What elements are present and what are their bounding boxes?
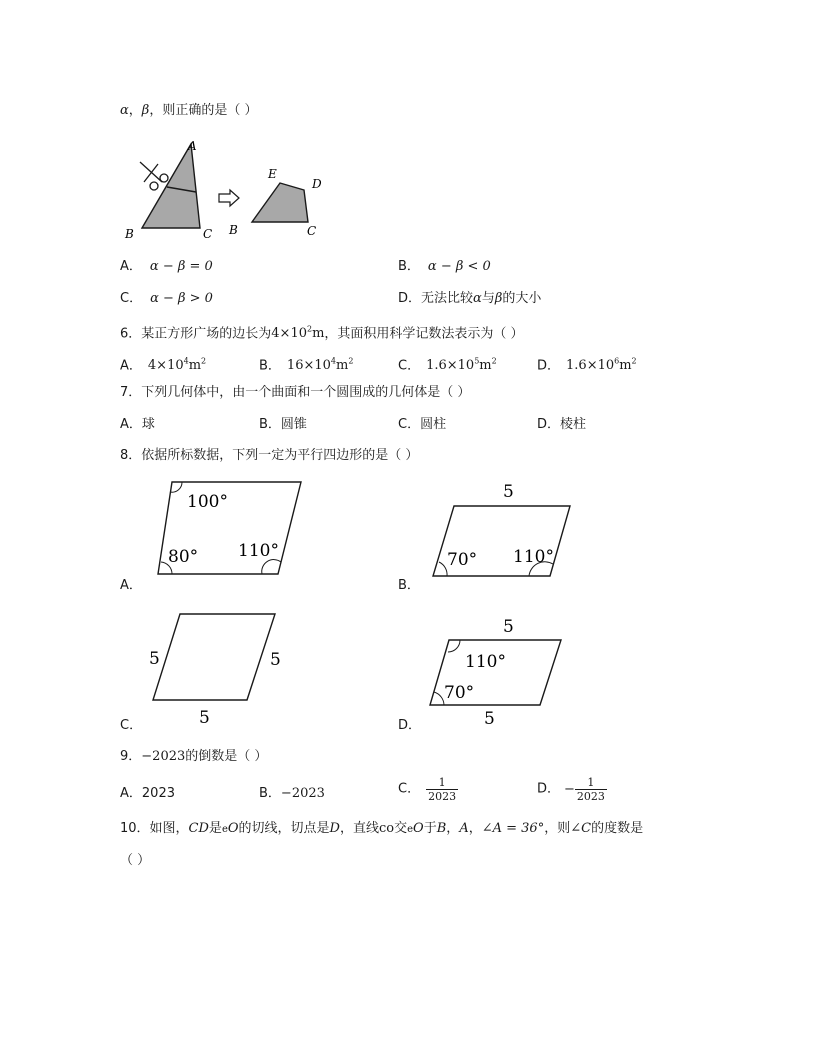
- q9-option-b[interactable]: B．−2023: [259, 786, 325, 801]
- angle-tl-label: 110°: [465, 652, 506, 672]
- q9-stem: 9．−2023的倒数是（ ）: [120, 749, 268, 764]
- angle-top-label: 100°: [187, 492, 228, 512]
- circle-symbol: e: [221, 824, 228, 835]
- label-b2: B: [229, 223, 238, 237]
- side-top-label: 5: [503, 482, 514, 502]
- q10-stem-line2: （ ）: [120, 853, 151, 868]
- q7-option-d[interactable]: D．棱柱: [537, 417, 587, 432]
- q7-stem: 7．下列几何体中，由一个曲面和一个圆围成的几何体是（ ）: [120, 385, 471, 400]
- circle-symbol: e: [407, 824, 414, 835]
- quadrilateral-edcb: [252, 183, 308, 222]
- alpha-symbol: α: [120, 103, 129, 118]
- q6-option-c[interactable]: C． $1.6\times 10^5m^2$: [398, 357, 497, 374]
- label-c: C: [203, 227, 213, 241]
- q8-option-b[interactable]: B．: [398, 578, 420, 593]
- q8-figure-a: [150, 474, 310, 584]
- q6-option-d[interactable]: D． $1.6\times 10^6m^2$: [537, 357, 637, 374]
- q8-figure-c: [145, 606, 295, 726]
- side-bottom-label: 5: [199, 708, 210, 726]
- beta-symbol: β: [141, 103, 150, 118]
- angle-bl-label: 70°: [444, 683, 475, 703]
- q8-option-a[interactable]: A．: [120, 578, 142, 593]
- side-bottom-label: 5: [484, 709, 495, 729]
- q7-option-b[interactable]: B．圆锥: [259, 417, 307, 432]
- q10-stem-line1: 10．如图，CD是eO的切线，切点是D，直线co交eO于B，A，∠A = 36°，则∠C的度数是: [120, 821, 644, 836]
- q6-stem: 6．某正方形广场的边长为$4\times 10^2m$，其面积用科学记数法表示为（ ）: [120, 325, 524, 342]
- q9-option-c[interactable]: C． $\frac{1}{2023}$: [398, 776, 457, 803]
- q6-option-a[interactable]: A． $4\times 10^4m^2$: [120, 357, 207, 374]
- angle-bl-label: 80°: [168, 547, 199, 567]
- q5-option-d[interactable]: D．无法比较α与β的大小: [398, 291, 542, 306]
- q8-stem: 8．依据所标数据，下列一定为平行四边形的是（ ）: [120, 448, 419, 463]
- label-b: B: [125, 227, 134, 241]
- q5-option-c[interactable]: C． α − β > 0: [120, 291, 213, 306]
- q8-figure-d: [422, 614, 572, 730]
- q5-stem: α，β，则正确的是（ ）: [120, 103, 258, 118]
- label-d: D: [312, 177, 322, 191]
- q8-option-d[interactable]: D．: [398, 718, 422, 733]
- label-a: A: [188, 139, 197, 153]
- side-left-label: 5: [149, 649, 160, 669]
- label-c2: C: [307, 224, 317, 238]
- q9-option-a[interactable]: A．2023: [120, 786, 175, 801]
- side-top-label: 5: [503, 617, 514, 637]
- q6-option-b[interactable]: B． $16\times 10^4m^2$: [259, 357, 354, 374]
- right-arrow-icon: [219, 190, 239, 206]
- q5-figure: [118, 138, 338, 246]
- q8-option-c[interactable]: C．: [120, 718, 143, 733]
- side-right-label: 5: [270, 650, 281, 670]
- q8-figure-b: [425, 478, 575, 582]
- triangle-abc: [142, 144, 200, 228]
- angle-bl-label: 70°: [447, 550, 478, 570]
- q9-option-d[interactable]: D． − $\frac{1}{2023}$: [537, 776, 605, 803]
- angle-br-label: 110°: [513, 547, 554, 567]
- q7-option-a[interactable]: A．球: [120, 417, 155, 432]
- angle-br-label: 110°: [238, 541, 279, 561]
- scissors-icon: [140, 162, 168, 190]
- q5-option-b[interactable]: B． α − β < 0: [398, 259, 491, 274]
- label-e: E: [268, 167, 277, 181]
- q7-option-c[interactable]: C．圆柱: [398, 417, 447, 432]
- q5-stem-tail: ，则正确的是（ ）: [149, 103, 258, 118]
- q5-option-a[interactable]: A． α − β = 0: [120, 259, 213, 274]
